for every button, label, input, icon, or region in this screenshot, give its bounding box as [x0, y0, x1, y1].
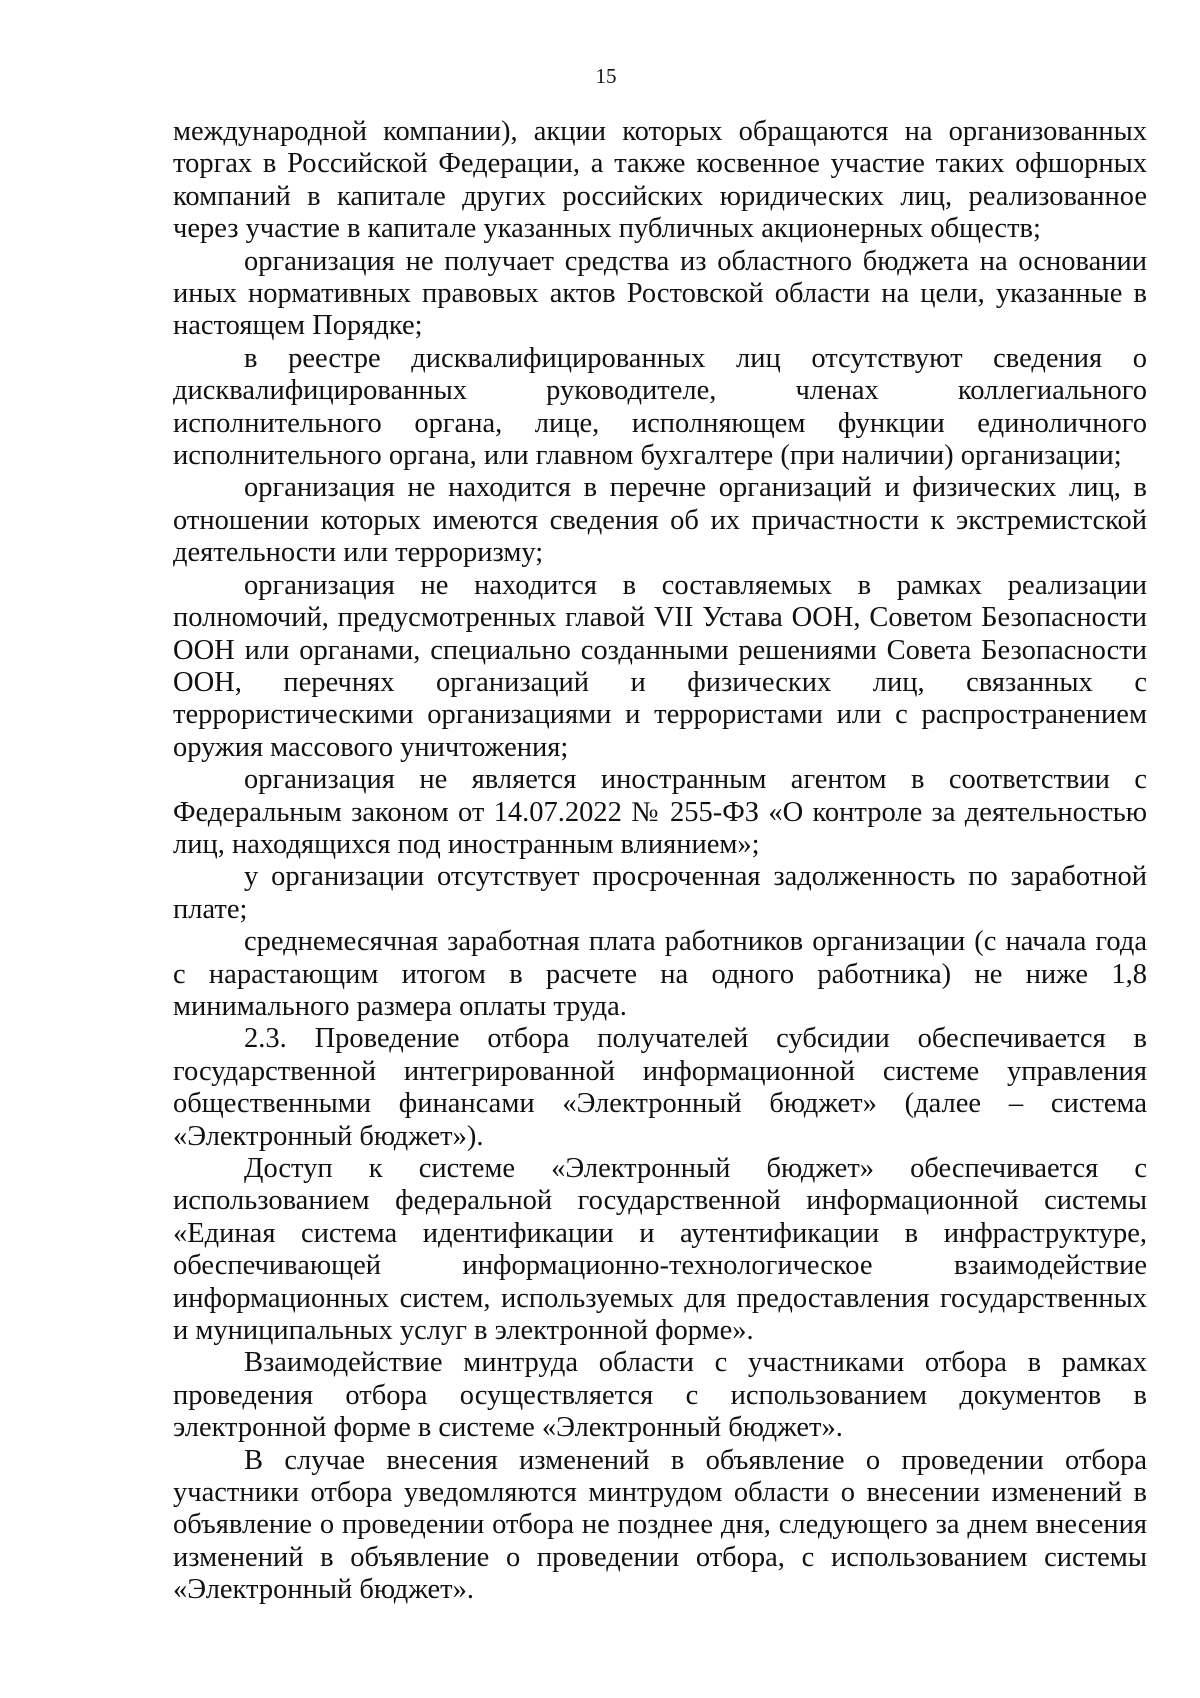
paragraph-un-security-council-lists: организация не находится в составляемых в рамках реализации полномочий, предусмотренных главой VII Устава ООН, Советом Безопасности ООН или органами, специально созданными решениями Совета Безопасности ООН, перечнях организаций и физических лиц, связанных с террористическими организациями и террористами или с распространением оружия массового уничтожения;: [173, 569, 1147, 763]
paragraph-ministry-interaction: Взаимодействие минтруда области с участниками отбора в рамках проведения отбора осуществляется с использованием документов в электронной форме в системе «Электронный бюджет».: [173, 1347, 1147, 1444]
paragraph-announcement-changes: В случае внесения изменений в объявление о проведении отбора участники отбора уведомляются минтрудом области о внесении изменений в объявление о проведении отбора не позднее дня, следующего за днем внесения изменений в объявление о проведении отбора, с использованием системы «Электронный бюджет».: [173, 1444, 1147, 1606]
paragraph-section-2-3: 2.3. Проведение отбора получателей субсидии обеспечивается в государственной интегрированной информационной системе управления общественными финансами «Электронный бюджет» (далее – система «Электронный бюджет»).: [173, 1023, 1147, 1152]
paragraph-no-regional-budget-funds: организация не получает средства из областного бюджета на основании иных нормативных правовых актов Ростовской области на цели, указанные в настоящем Порядке;: [173, 245, 1147, 342]
paragraph-average-salary: среднемесячная заработная плата работников организации (с начала года с нарастающим итогом в расчете на одного работника) не ниже 1,8 минимального размера оплаты труда.: [173, 926, 1147, 1022]
paragraph-system-access: Доступ к системе «Электронный бюджет» обеспечивается с использованием федеральной государственной информационной системы «Единая система идентификации и аутентификации в инфраструктуре, обеспечивающей информационно-технологическое взаимодействие информационных систем, используемых для предоставления государственных и муниципальных услуг в электронной форме».: [173, 1153, 1147, 1347]
document-body: [173, 116, 1147, 1607]
paragraph-wage-arrears: у организации отсутствует просроченная задолженность по заработной плате;: [173, 861, 1147, 925]
paragraph-foreign-agent: организация не является иностранным агентом в соответствии с Федеральным законом от 14.07.2022 № 255-ФЗ «О контроле за деятельностью лиц, находящихся под иностранным влиянием»;: [173, 764, 1147, 860]
paragraph-offshore-participation: международной компании), акции которых обращаются на организованных торгах в Российской Федерации, а также косвенное участие таких офшорных компаний в капитале других российских юридических лиц, реализованное через участие в капитале указанных публичных акционерных обществ;: [173, 116, 1147, 245]
page-number: 15: [595, 64, 617, 88]
paragraph-disqualified-persons-registry: в реестре дисквалифицированных лиц отсутствуют сведения о дисквалифицированных руководителе, членах коллегиального исполнительного органа, лице, исполняющем функции единоличного исполнительного органа, или главном бухгалтере (при наличии) организации;: [173, 342, 1147, 472]
paragraph-extremism-list: организация не находится в перечне организаций и физических лиц, в отношении которых имеются сведения об их причастности к экстремистской деятельности или терроризму;: [173, 472, 1147, 569]
